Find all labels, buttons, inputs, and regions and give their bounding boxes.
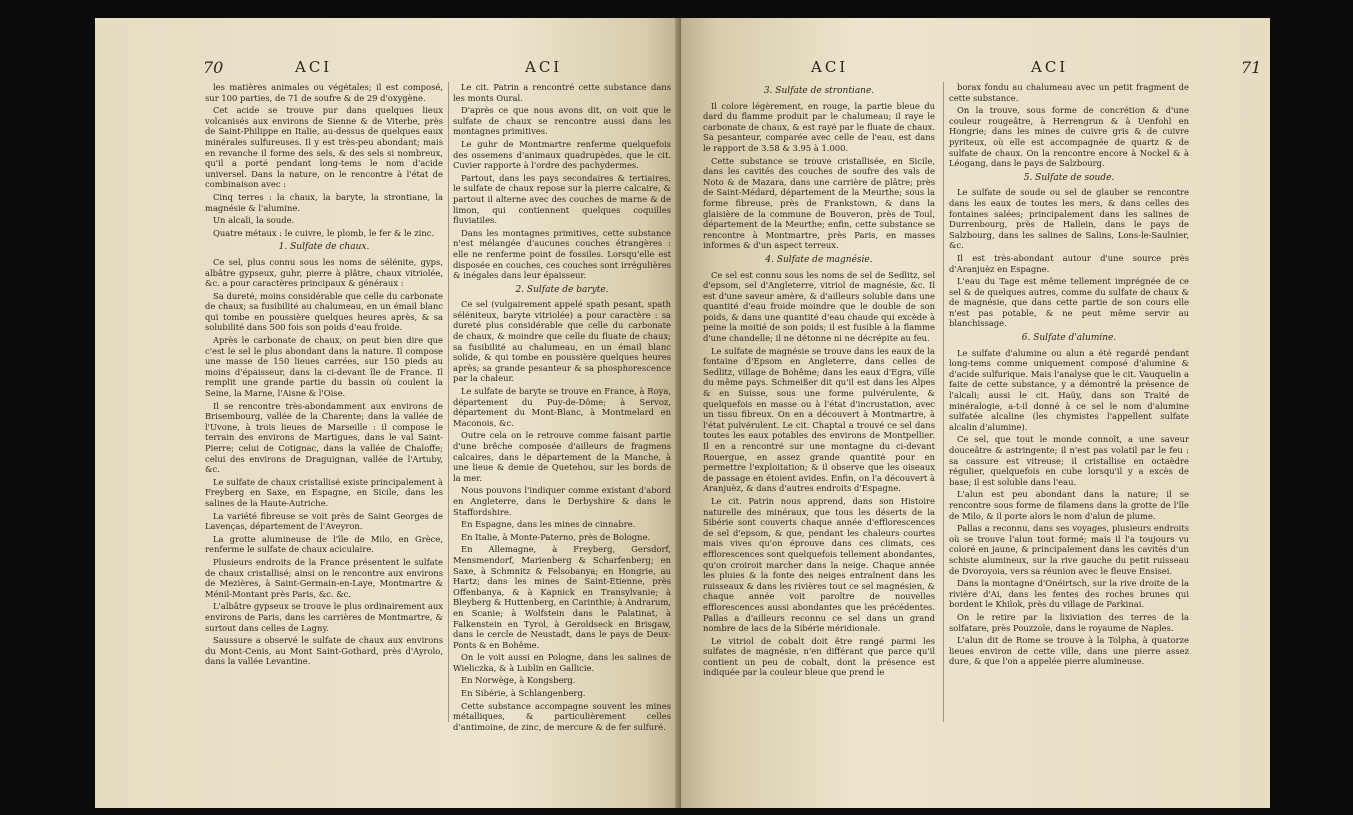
paragraph: En Allemagne, à Freyberg, Gersdorf, Mensmendorf, Marienberg & Scharfenberg; en Saxe, à Schmnitz & Felsobanya; en Hongrie, au Hartz; dans les mines de Saint-Etienne, près Offenbanya, & à Kapnick en Transylvanie; à Bleyberg & Huttenberg, en Carinthie; à Andrarum, en Scanie; à Wolfstein dans le Palatinat, à Falkenstein en Tyrol, à Geroldseck en Brisgaw, dans le cercle de Neustadt, dans le pays de Deux-Ponts & en Bohême. <box>453 544 671 650</box>
paragraph: Plusieurs endroits de la France présentent le sulfate de chaux cristallisé; ainsi on le rencontre aux environs de Mezières, à Saint-Germain-en-Laye, Montmartre & Ménil-Montant près Paris, &c. &c. <box>205 556 443 599</box>
paragraph: Il colore légèrement, en rouge, la partie bleue du dard du flamme produit par le chalumeau; il raye le carbonate de chaux, & est rayé par le fluate de chaux. Sa pesanteur, comparée avec celle de l'eau, est dans le rapport de 3.58 & 3.95 à 1.000. <box>703 100 935 153</box>
paragraph: Dans les montagnes primitives, cette substance n'est mélangée d'aucunes couches étrangères : elle ne renferme point de fossiles. Lorsqu'elle est disposée en couches, ces couches sont irrégulières & inégales dans leur épaisseur. <box>453 227 671 281</box>
paragraph: On la trouve, sous forme de concrétion & d'une couleur rougeâtre, à Herrengrun & à Uenfohl en Hongrie; dans les mines de cuivre gris & de cuivre pyriteux, où elle est accompagnée de quartz & de sulfate de chaux. On la rencontre encore à Nockel & à Léogang, dans le pays de Salzbourg. <box>949 105 1189 169</box>
paragraph: Sa dureté, moins considérable que celle du carbonate de chaux; sa fusibilité au chalumeau, en un émail blanc qui tombe en poussière quelques heures après, & sa solubilité dans 500 fois son poids d'eau froide. <box>205 290 443 333</box>
paragraph: Ce sel, plus connu sous les noms de sélénite, gyps, albâtre gypseux, guhr, pierre à plâtre, chaux vitriolée, &c. a pour caractères principaux & généraux : <box>205 256 443 289</box>
running-header: ACI <box>525 58 563 76</box>
section-heading: 5. Sulfate de soude. <box>1023 172 1115 183</box>
paragraph: L'eau du Tage est même tellement imprégnée de ce sel & de quelques autres, comme du sulfate de chaux & de magnésie, que dans cette partie de son cours elle n'est pas potable, & ne peut même servir au blanchissage. <box>949 276 1189 329</box>
paragraph: Il se rencontre très-abondamment aux environs de Brisembourg, vallée de la Charente; dans la vallée de l'Uvone, à trois lieues de Marseille : il compose le terrain des environs de Martigues, dans le val Saint-Pierre; celui de Cotignac, dans la vallée de Chaloffe; celui des environs de Draguignan, vallée de l'Artuby, &c. <box>205 400 443 475</box>
paragraph: Il est très-abondant autour d'une source près d'Aranjuèz en Espagne. <box>949 252 1189 274</box>
paragraph: Dans la montagne d'Onéirtsch, sur la rive droite de la rivière d'Ai, dans les fentes des roches brunes qui bordent le Khilok, près du village de Parkinai. <box>949 578 1189 610</box>
paragraph: Cet acide se trouve pur dans quelques lieux volcanisés aux environs de Sienne & de Viterbe, près de Saint-Philippe en Italie, au-dessus de quelques eaux minérales sulfureuses. Il y est très-peu abondant; mais en revanche il forme des sels, & des sels si nombreux, qu'il a porté pendant long-tems le nom d'acide universel. Dans la nature, on le rencontre à l'état de combinaison avec : <box>205 105 443 190</box>
paragraph: Partout, dans les pays secondaires & tertiaires, le sulfate de chaux repose sur la pierre calcaire, & partout il alterne avec des couches de marne & de limon, qui contiennent quelques coquilles fluviatiles. <box>453 172 671 226</box>
open-book <box>95 18 1270 808</box>
paragraph: Le cit. Patrin nous apprend, dans son Histoire naturelle des minéraux, que tous les déserts de la Sibérie sont couverts chaque année d'efflorescences de sel d'epsom, & que, pendant les chaleurs courtes mais vives qu'on éprouve dans ces climats, ces efflorescences sont quelquefois tellement abondantes, qu'on croiroit marcher dans la neige. Chaque année les pluies & la fonte des neiges entraînent dans les ruisseaux & dans les rivières tout ce sel magnésien, & chaque année voit paroître de nouvelles efflorescences aussi abondantes que les précédentes. Pallas a d'ailleurs reconnu ce sel dans un grand nombre de lacs de la Sibérie méridionale. <box>703 495 935 634</box>
paragraph: Le sulfate d'alumine ou alun a été regardé pendant long-tems comme uniquement composé d'alumine & d'acide sulfurique. Mais l'analyse que le cit. Vauquelin a faite de cette substance, y a démontré la présence de l'alcali; aussi le cit. Haüy, dans son Traité de minéralogie, a-t-il donné à ce sel le nom d'alumine sulfatée alcaline (les chymistes l'appellent sulfate alcalin d'alumine). <box>949 347 1189 432</box>
section-heading: 4. Sulfate de magnésie. <box>765 254 873 265</box>
paragraph: On le retire par la lixiviation des terres de la solfatare, près Pouzzole, dans le royaume de Naples. <box>949 611 1189 633</box>
paragraph: L'alun dit de Rome se trouve à la Tolpha, à quatorze lieues environ de cette ville, dans une pierre assez dure, & que l'on a appelée pierre alumineuse. <box>949 635 1189 667</box>
paragraph: La variété fibreuse se voit près de Saint Georges de Lavenças, département de l'Aveyron. <box>205 510 443 532</box>
paragraph: L'albâtre gypseux se trouve le plus ordinairement aux environs de Paris, dans les carrières de Montmartre, & surtout dans celles de Lagny. <box>205 601 443 633</box>
paragraph: Le sulfate de chaux cristallisé existe principalement à Freyberg en Saxe, en Espagne, en Sicile, dans les salines de la Haute-Autriche. <box>205 476 443 508</box>
paragraph: En Italie, à Monte-Paterno, près de Bologne. <box>461 531 651 542</box>
paragraph: Ce sel (vulgairement appelé spath pesant, spath séléniteux, baryte vitriolée) a pour caractère : sa dureté plus considérable que celle du carbonate de chaux, & moindre que celle du fluate de chaux; sa fusibilité au chalumeau, en un émail blanc solide, & qui tombe en poussière quelques heures après; sa grande pesanteur & sa phosphorescence par la chaleur. <box>453 299 671 384</box>
paragraph: Le guhr de Montmartre renferme quelquefois des ossemens d'animaux quadrupèdes, que le cit. Cuvier rapporte à l'ordre des pachydermes. <box>453 138 671 171</box>
paragraph: En Sibérie, à Schlangenberg. <box>461 688 586 699</box>
page-number: 71 <box>1241 58 1262 77</box>
paragraph: On le voit aussi en Pologne, dans les salines de Wieliczka, & à Lublin en Gallicie. <box>453 652 671 673</box>
text-column <box>205 82 443 669</box>
paragraph: Après le carbonate de chaux, on peut bien dire que c'est le sel le plus abondant dans la nature. Il compose une masse de 150 lieues carrées, sur 150 pieds au moins d'épaisseur, dans la ci-devant île de France. Il remplit une grande partie du bassin où coulent la Seine, la Marne, l'Aisne & l'Oise. <box>205 335 443 399</box>
paragraph: Le sulfate de soude ou sel de glauber se rencontre dans les eaux de toutes les mers, & dans celles des fontaines salées; principalement dans les salines de Durrenbourg, près de Hallein, dans le pays de Salzbourg, dans les salines de Salins, Lons-le-Saulnier, &c. <box>949 187 1189 251</box>
paragraph: La grotte alumineuse de l'île de Milo, en Grèce, renferme le sulfate de chaux aciculaire. <box>205 533 443 555</box>
text-column <box>453 82 671 734</box>
column-rule <box>448 82 449 722</box>
section-heading: 6. Sulfate d'alumine. <box>1021 333 1117 344</box>
paragraph: Saussure a observé le sulfate de chaux aux environs du Mont-Cenis, au Mont Saint-Gothard, près d'Ayrolo, dans la vallée Levantine. <box>205 635 443 667</box>
paragraph: Pallas a reconnu, dans ses voyages, plusieurs endroits où se trouve l'alun tout formé; mais il l'a toujours vu coloré en jaune, & principalement dans les cavités d'un schiste alumineux, sur la rive gauche du petit ruisseau de Dvoroyoia, vers sa réunion avec le fleuve Ensisei. <box>949 523 1189 576</box>
page-number: 70 <box>203 58 224 77</box>
paragraph: Le cit. Patrin a rencontré cette substance dans les monts Oural. <box>453 82 671 103</box>
paragraph: Nous pouvons l'indiquer comme existant d'abord en Angleterre, dans le Derbyshire & dans le Staffordshire. <box>453 485 671 517</box>
section-heading: 2. Sulfate de baryte. <box>515 284 609 295</box>
paragraph: L'alun est peu abondant dans la nature; il se rencontre sous forme de filamens dans la grotte de l'île de Milo, & il porte alors le nom d'alun de plume. <box>949 489 1189 521</box>
left-page <box>95 18 681 808</box>
paragraph: En Espagne, dans les mines de cinnabre. <box>461 519 636 530</box>
section-heading: 1. Sulfate de chaux. <box>278 242 370 253</box>
paragraph: D'après ce que nous avons dit, on voit que le sulfate de chaux se rencontre aussi dans les montagnes primitives. <box>453 105 671 137</box>
paragraph: Quatre métaux : le cuivre, le plomb, le fer & le zinc. <box>213 227 435 238</box>
running-header: ACI <box>1031 58 1069 76</box>
paragraph: Un alcali, la soude. <box>213 215 295 226</box>
paragraph: les matières animales ou végétales; il est composé, sur 100 parties, de 71 de soufre & de 29 d'oxygène. <box>205 82 443 103</box>
paragraph: Le vitriol de cobalt doit être rangé parmi les sulfates de magnésie, n'en différant que parce qu'il contient un peu de cobalt, dont la présence est indiquée par la couleur bleue que prend le <box>703 635 935 678</box>
column-rule <box>943 82 944 722</box>
paragraph: borax fondu au chalumeau avec un petit fragment de cette substance. <box>949 82 1189 103</box>
paragraph: Ce sel, que tout le monde connoît, a une saveur douceâtre & astringente; il n'est pas volatil par le feu : sa cassure est vitreuse; il cristallise en octaèdre régulier, quelquefois en cube lorsqu'il y a excès de base; il est soluble dans l'eau. <box>949 434 1189 487</box>
paragraph: Cette substance accompagne souvent les mines métalliques, & particulièrement celles d'antimoine, de zinc, de mercure & de fer sulfuré. <box>453 700 671 732</box>
running-header: ACI <box>811 58 849 76</box>
paragraph: Outre cela on le retrouve comme faisant partie d'une brêche composée d'ailleurs de fragmens calcaires, dans le département de la Manche, à une lieue & demie de Quetehou, sur les bords de la mer. <box>453 430 671 483</box>
section-heading: 3. Sulfate de strontiane. <box>763 86 875 96</box>
paragraph: Cette substance se trouve cristallisée, en Sicile, dans les cavités des couches de soufre des vals de Noto & de Mazara, dans une carrière de plâtre; près de Saint-Médard, département de la Meurthe; sous la forme fibreuse, près de Frankstown, & dans la glaisière de la commune de Bouveron, près de Toul, département de la Meurthe; enfin, cette substance se rencontre à Montmartre, près Paris, en masses informes & d'un aspect terreux. <box>703 155 935 251</box>
paragraph: Cinq terres : la chaux, la baryte, la strontiane, la magnésie & l'alumine. <box>205 191 443 213</box>
paragraph: En Norwège, à Kongsberg. <box>461 675 576 686</box>
right-page <box>681 18 1270 808</box>
paragraph: Le sulfate de baryte se trouve en France, à Roya, département du Puy-de-Dôme; à Servoz, département du Mont-Blanc, à Montmelard en Maconois, &c. <box>453 386 671 428</box>
paragraph: Ce sel est connu sous les noms de sel de Sedlitz, sel d'epsom, sel d'Angleterre, vitriol de magnésie, &c. Il est d'une saveur amère, & d'ailleurs soluble dans une quantité d'eau froide moindre que le double de son poids, & dans une quantité d'eau chaude qui excède à peine la moitié de son poids; il est fusible à la flamme d'une chandelle; il ne détonne ni ne décrépite au feu. <box>703 269 935 344</box>
running-header: ACI <box>295 58 333 76</box>
text-column <box>949 82 1189 669</box>
paragraph: Le sulfate de magnésie se trouve dans les eaux de la fontaine d'Epsom en Angleterre, dans celles de Sedlitz, village de Bohême; dans les eaux d'Egra, ville du même pays. Schmeißer dit qu'il est dans les Alpes & en Suisse, sous une forme pulvérulente, & quelquefois en masse ou à l'état d'incrustation, avec un tissu fibreux. On en a découvert à Montmartre, à l'état pulvérulent. Le cit. Chaptal a trouvé ce sel dans toutes les eaux potables des environs de Montpellier. Il en a rencontré sur une montagne du ci-devant Rouergue, en assez grande quantité pour en permettre l'exploitation; & il observe que les oiseaux de passage en étoient avides. Enfin, on l'a découvert à Aranjuèz, & dans d'autres endroits d'Espagne. <box>703 345 935 494</box>
text-column <box>703 82 935 680</box>
